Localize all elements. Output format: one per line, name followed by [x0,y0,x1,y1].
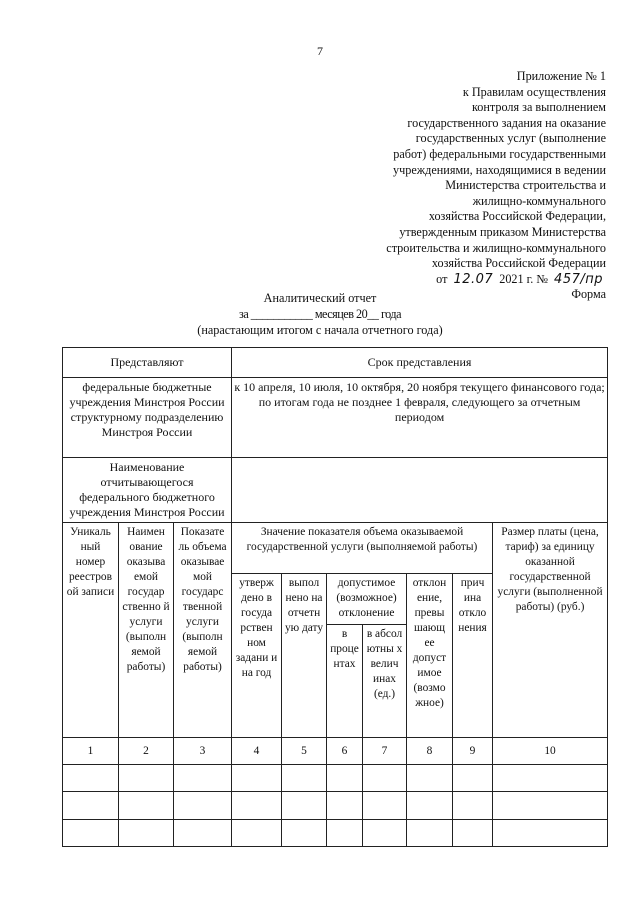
table-cell [119,764,174,791]
table-cell [327,764,363,791]
table-cell [119,792,174,819]
submitters-cell: федеральные бюджетные учреждения Минстроя России структурному подразделению Минстроя России [63,378,232,457]
appendix-block [356,69,606,303]
appendix-line: утвержденным приказом Министерства [399,224,606,239]
table-cell [453,819,493,846]
col-service-name: Наимен ование оказыва емой государ ственно й услуги (выполн яемой работы) [119,523,174,738]
table-cell [363,764,407,791]
table-cell [119,819,174,846]
report-subtitle: (нарастающим итогом с начала отчетного года) [197,323,443,337]
table-cell [327,819,363,846]
table-cell [407,819,453,846]
order-year-text: 2021 г. № [499,271,548,286]
column-number: 8 [407,738,453,764]
appendix-line: государственного задания на оказание [407,115,606,130]
table-cell [363,792,407,819]
table-cell [407,792,453,819]
col-volume-indicator: Показате ль объема оказывае мой государс твенной услуги (выполн яемой работы) [174,523,232,738]
table-cell [63,764,119,791]
table-cell [453,792,493,819]
table-row [63,764,608,791]
appendix-line: Приложение № 1 [516,69,606,83]
institution-name-label: Наименование отчитывающегося федерального бюджетного учреждения Минстроя России [63,457,232,523]
appendix-line: хозяйства Российской Федерации, [428,209,606,224]
appendix-line: хозяйства Российской Федерации [431,256,606,271]
table-cell [174,819,232,846]
date-prefix: от [436,271,448,286]
table-cell [174,792,232,819]
report-heading [0,290,640,338]
report-period: за ___________ месяцев 20__ года [239,307,401,321]
col-fee: Размер платы (цена, тариф) за единицу оказанной государственной услуги (выполненной работы) (руб.) [493,523,608,738]
column-number: 3 [174,738,232,764]
col-allowed-deviation-group: допустимое (возможное) отклонение [327,574,407,625]
handwritten-date: 12.07 [453,271,494,287]
submitters-header: Представляют [63,348,232,378]
table-cell [453,764,493,791]
appendix-line: строительства и жилищно-коммунального [386,240,606,255]
table-cell [63,819,119,846]
col-indicator-value-group: Значение показателя объема оказываемой государственной услуги (выполняемой работы) [232,523,493,574]
table-cell [232,819,282,846]
appendix-line: контроля за выполнением [471,100,606,115]
handwritten-order-number: 457/пр [554,271,603,287]
col-approved: утверж дено в госуда рствен ном задани и на год [232,574,282,738]
appendix-line: к Правилам осуществления [462,84,606,99]
table-row [63,792,608,819]
appendix-line: государственных услуг (выполнение [415,131,606,146]
col-deviation-percent: в проце нтах [327,624,363,738]
table-cell [174,764,232,791]
page-number: 7 [317,44,323,58]
table-cell [232,764,282,791]
appendix-line: учреждениями, находящимися в ведении [393,162,606,177]
table-row [63,819,608,846]
table-cell [493,792,608,819]
table-cell [282,764,327,791]
column-number: 7 [363,738,407,764]
table-cell [363,819,407,846]
col-done: выпол нено на отчетн ую дату [282,574,327,738]
deadline-header: Срок представления [232,348,608,378]
column-number: 5 [282,738,327,764]
column-number: 1 [63,738,119,764]
table-cell [282,792,327,819]
col-registry-number: Уникаль ный номер реестров ой записи [63,523,119,738]
table-cell [282,819,327,846]
column-number: 6 [327,738,363,764]
report-table [62,347,608,847]
appendix-line: Министерства строительства и [445,178,606,193]
table-cell [493,764,608,791]
table-cell [407,764,453,791]
appendix-line: работ) федеральными государственными [393,146,606,161]
column-number: 2 [119,738,174,764]
column-number: 9 [453,738,493,764]
order-date-line [356,272,606,288]
report-title: Аналитический отчет [263,291,377,305]
form-label: Форма [571,287,606,302]
deadline-cell: к 10 апреля, 10 июля, 10 октября, 20 ноября текущего финансового года; по итогам года не позднее 1 февраля, следующего за отчетным периодом [232,378,608,457]
column-number: 4 [232,738,282,764]
institution-name-value [232,457,608,523]
table-cell [63,792,119,819]
column-number: 10 [493,738,608,764]
appendix-line: жилищно-коммунального [472,193,606,208]
col-deviation-reason: прич ина откло нения [453,574,493,738]
table-cell [232,792,282,819]
col-deviation-absolute: в абсол ютны х велич инах (ед.) [363,624,407,738]
table-cell [327,792,363,819]
col-exceeding-deviation: отклон ение, превы шающ ее допуст имое (возмо жное) [407,574,453,738]
table-cell [493,819,608,846]
